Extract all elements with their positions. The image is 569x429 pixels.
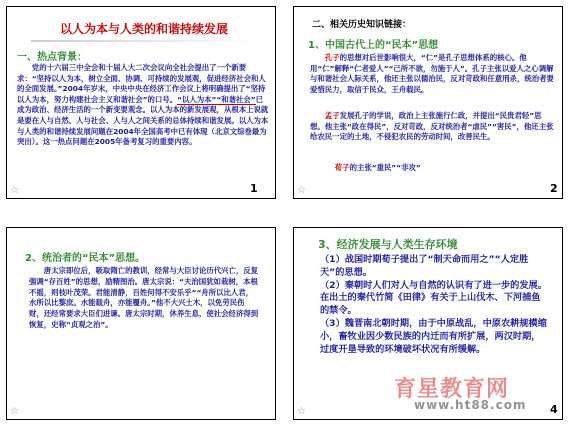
watermark-brand: 育星教育网: [394, 377, 510, 402]
slide-2-number: 2: [550, 182, 558, 195]
slide-1-body: [17, 63, 269, 148]
slide-2-paragraph-1-text: 的思想对后世影响很大，“仁”是孔子思想体系的核心。他用“仁”解释“仁者爱人”“己所不欲，勿施于人”。孔子主张以爱人之心调解与和谐社会人际关系，他还主张以德治民，反对苛政和任意刑杀，统治者要爱惜民力，取信于民众，王舟载民。: [310, 53, 554, 94]
slide-4-number: 4: [550, 403, 558, 416]
slide-1-title: 以人为本与人类的和谐持续发展: [31, 20, 257, 42]
slide-2-paragraph-1: [310, 53, 556, 95]
slide-2-heading: 二、相关历史知识链接：: [312, 20, 412, 30]
slide-2-name-mengzi: 孟子: [324, 111, 340, 120]
slide-3-body: 唐太宗即位后，吸取隋亡的教训，经常与大臣讨论历代兴亡，反复强调“存百姓”的思想，励精图治。唐太宗说：“夫治国犹如栽树，本根不摇，则枝叶茂荣。君能清静，百姓何得不安乐乎”“舟所以比人君，水所以比黎庶。水能载舟，亦能覆舟。”他不大兴土木，以免劳民伤财，还经常要求大臣们进谏。唐太宗时期，休养生息，使社会经济得到恢复，史称“贞观之治”。: [29, 266, 259, 329]
slide-4-item-1: （1）战国时期荀子提出了“制天命而用之”“人定胜天”的思想。: [320, 254, 529, 278]
slide-4-title: 3、经济发展与人类生存环境: [318, 238, 458, 251]
slide-1-body-c: 已成为政治、经济生活的一个新变要观念。以人为本的新发展观，从根本上说就是要在人与自然、人与社会、人与人之间关系的总体持续和谐发展。以人为本与人类的和谐持续发展问题在2004年全国高考中已有体现（北京文综卷最为突出）。这一热点问题在2005年备考复习的重要内容。: [17, 94, 269, 147]
slide-1-thumbnail[interactable]: [6, 6, 276, 199]
slide-2-name-xunzi: 荀子: [334, 163, 350, 172]
watermark-url: www.ht88.com: [414, 398, 527, 412]
slide-1-body-highlight: “以人为本”“和谐社会”: [177, 94, 256, 104]
star-outline-icon: ☆: [10, 406, 19, 417]
slide-1-body-a: 党的十六届三中全会和十届人大二次会议向全社会提出了一个新要求：“坚持以人为本，树立全面、协调、可持续的发展观，促进经济社会和人的全面发展。”2004年岁末，中央中央在经济工作会议上将明确提出了“坚持以人为本，努力构建社会主义和谐社会”的口号。: [17, 63, 266, 104]
slide-2-paragraph-3-text: 的主张“重民”“非攻”: [349, 163, 421, 172]
slide-3-title: 2、统治者的“民本”思想。: [25, 253, 146, 264]
slide-2-thumbnail[interactable]: [293, 6, 563, 199]
slide-2-paragraph-2: [310, 111, 556, 143]
slide-2-name-kongzi: 孔子: [324, 53, 340, 62]
slide-1-subtitle: 一、热点背景：: [17, 52, 87, 63]
slide-2-paragraph-3: [320, 163, 550, 174]
slide-1-number: 1: [250, 182, 258, 195]
star-outline-icon: ☆: [10, 185, 19, 196]
slide-4-item-3: （3）魏晋南北朝时期，由于中原战乱，中原农耕规模缩小，畜牧业因少数民族的内迁而有所扩展，两汉时期，过度开垦导致的环境破坏状况有所缓解。: [320, 317, 547, 355]
slide-4-item-2: （2）秦朝时人们对人与自然的认识有了进一步的发展。在出土的秦代竹简《田律》有关于上山伐木、下河捕鱼的禁令。: [320, 279, 547, 317]
slide-2-paragraph-2-text: 发展孔子的学说，政治上主张施行仁政，并提出“民贵君轻”思想。他主张“政在得民”，反对苛政，反对统治者“虐民”“害民”，他还主张给农民一定的土地，不侵犯农民的劳动时间，改善民生。: [310, 111, 554, 142]
slide-2-subheading: 1、中国古代上的“民本”思想: [308, 40, 439, 51]
slide-4-body: [320, 254, 548, 356]
slide-3-thumbnail[interactable]: [6, 227, 276, 420]
star-outline-icon: ☆: [297, 406, 306, 417]
star-outline-icon: ☆: [297, 185, 306, 196]
